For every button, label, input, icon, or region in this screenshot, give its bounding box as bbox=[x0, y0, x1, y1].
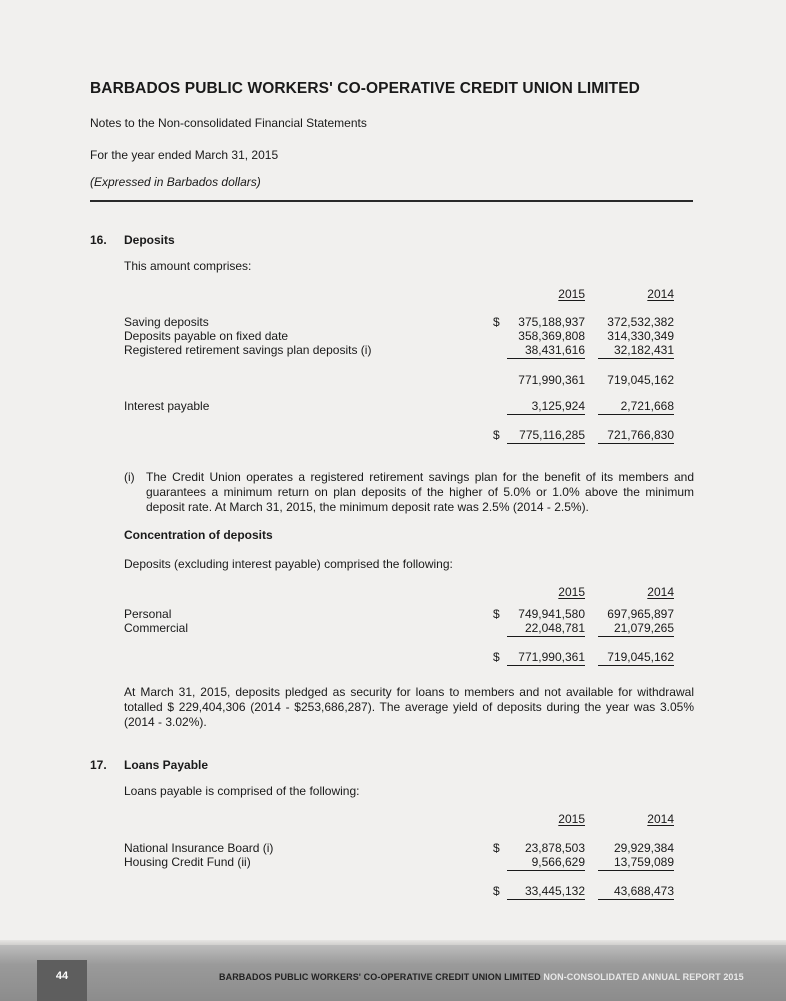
page-subtitle: Notes to the Non-consolidated Financial Statements bbox=[90, 116, 367, 130]
deposits-dollar-sign: $ bbox=[493, 315, 500, 329]
table-cell-2015: 23,878,503 bbox=[524, 841, 585, 855]
currency-note: (Expressed in Barbados dollars) bbox=[90, 175, 261, 189]
loans-col-2014: 2014 bbox=[647, 812, 674, 826]
table-cell-2014: 29,929,384 bbox=[613, 841, 674, 855]
table-cell-2014: 32,182,431 bbox=[598, 343, 674, 359]
footer-org-name: BARBADOS PUBLIC WORKERS' CO-OPERATIVE CREDIT UNION LIMITED bbox=[219, 972, 541, 982]
deposits-intro: This amount comprises: bbox=[124, 259, 252, 273]
footer-text bbox=[219, 972, 744, 982]
table-row-label: Registered retirement savings plan deposits (i) bbox=[124, 343, 372, 357]
section-number-16: 16. bbox=[90, 233, 107, 247]
table-cell-2015: 9,566,629 bbox=[507, 855, 585, 871]
deposits-footnote bbox=[124, 470, 694, 515]
table-row-label: Housing Credit Fund (ii) bbox=[124, 855, 251, 869]
table-cell-2014: 13,759,089 bbox=[598, 855, 674, 871]
table-row-label: Personal bbox=[124, 607, 172, 621]
concentration-col-2014: 2014 bbox=[647, 585, 674, 599]
table-cell-2014: 21,079,265 bbox=[598, 621, 674, 637]
interest-payable-2015: 3,125,924 bbox=[507, 399, 585, 415]
table-cell-2015: 375,188,937 bbox=[518, 315, 585, 329]
deposits-total-dollar-sign: $ bbox=[493, 428, 500, 442]
page-number: 44 bbox=[55, 970, 69, 982]
table-cell-2015: 38,431,616 bbox=[507, 343, 585, 359]
table-cell-2015: 22,048,781 bbox=[507, 621, 585, 637]
loans-total-2015: 33,445,132 bbox=[507, 884, 585, 900]
header-divider bbox=[90, 200, 693, 202]
section-heading-deposits: Deposits bbox=[124, 233, 175, 247]
table-row-label: Deposits payable on fixed date bbox=[124, 329, 289, 343]
page-title: BARBADOS PUBLIC WORKERS' CO-OPERATIVE CREDIT UNION LIMITED bbox=[90, 80, 640, 97]
deposits-subtotal-2014: 719,045,162 bbox=[607, 373, 674, 387]
table-cell-2015: 358,369,808 bbox=[518, 329, 585, 343]
interest-payable-label: Interest payable bbox=[124, 399, 210, 413]
interest-payable-2014: 2,721,668 bbox=[598, 399, 674, 415]
deposits-total-2015: 775,116,285 bbox=[507, 428, 585, 444]
table-row-label: Saving deposits bbox=[124, 315, 209, 329]
deposits-total-2014: 721,766,830 bbox=[598, 428, 674, 444]
table-row-label: Commercial bbox=[124, 621, 189, 635]
table-cell-2015: 749,941,580 bbox=[518, 607, 585, 621]
concentration-col-2015: 2015 bbox=[558, 585, 585, 599]
section-heading-loans-payable: Loans Payable bbox=[124, 758, 209, 772]
table-row-label: National Insurance Board (i) bbox=[124, 841, 274, 855]
deposits-col-2015: 2015 bbox=[558, 287, 585, 301]
loans-total-dollar-sign: $ bbox=[493, 884, 500, 898]
concentration-dollar-sign: $ bbox=[493, 607, 500, 621]
footer-report-name: NON-CONSOLIDATED ANNUAL REPORT 2015 bbox=[543, 972, 744, 982]
table-cell-2014: 697,965,897 bbox=[607, 607, 674, 621]
concentration-intro: Deposits (excluding interest payable) comprised the following: bbox=[124, 557, 453, 571]
concentration-total-2015: 771,990,361 bbox=[507, 650, 585, 666]
deposits-subtotal-2015: 771,990,361 bbox=[518, 373, 585, 387]
pledged-deposits-paragraph: At March 31, 2015, deposits pledged as security for loans to members and not available for withdrawal totalled $ 229,404,306 (2014 - $253,686,287). The average yield of deposits during the year was 3.05% (2014 - 3.02%). bbox=[124, 685, 694, 729]
footnote-marker: (i) bbox=[124, 470, 135, 484]
concentration-heading: Concentration of deposits bbox=[124, 528, 273, 542]
footnote-text: The Credit Union operates a registered retirement savings plan for the benefit of its members and guarantees a minimum return on plan deposits of the higher of 5.0% or 1.0% above the minimum deposit rate. At March 31, 2015, the minimum deposit rate was 2.5% (2014 - 2.5%). bbox=[146, 470, 694, 514]
deposits-col-2014: 2014 bbox=[647, 287, 674, 301]
concentration-total-dollar-sign: $ bbox=[493, 650, 500, 664]
period-label: For the year ended March 31, 2015 bbox=[90, 148, 279, 162]
loans-intro: Loans payable is comprised of the following: bbox=[124, 784, 360, 798]
loans-total-2014: 43,688,473 bbox=[598, 884, 674, 900]
section-number-17: 17. bbox=[90, 758, 107, 772]
table-cell-2014: 314,330,349 bbox=[607, 329, 674, 343]
loans-dollar-sign: $ bbox=[493, 841, 500, 855]
loans-col-2015: 2015 bbox=[558, 812, 585, 826]
table-cell-2014: 372,532,382 bbox=[607, 315, 674, 329]
concentration-total-2014: 719,045,162 bbox=[598, 650, 674, 666]
